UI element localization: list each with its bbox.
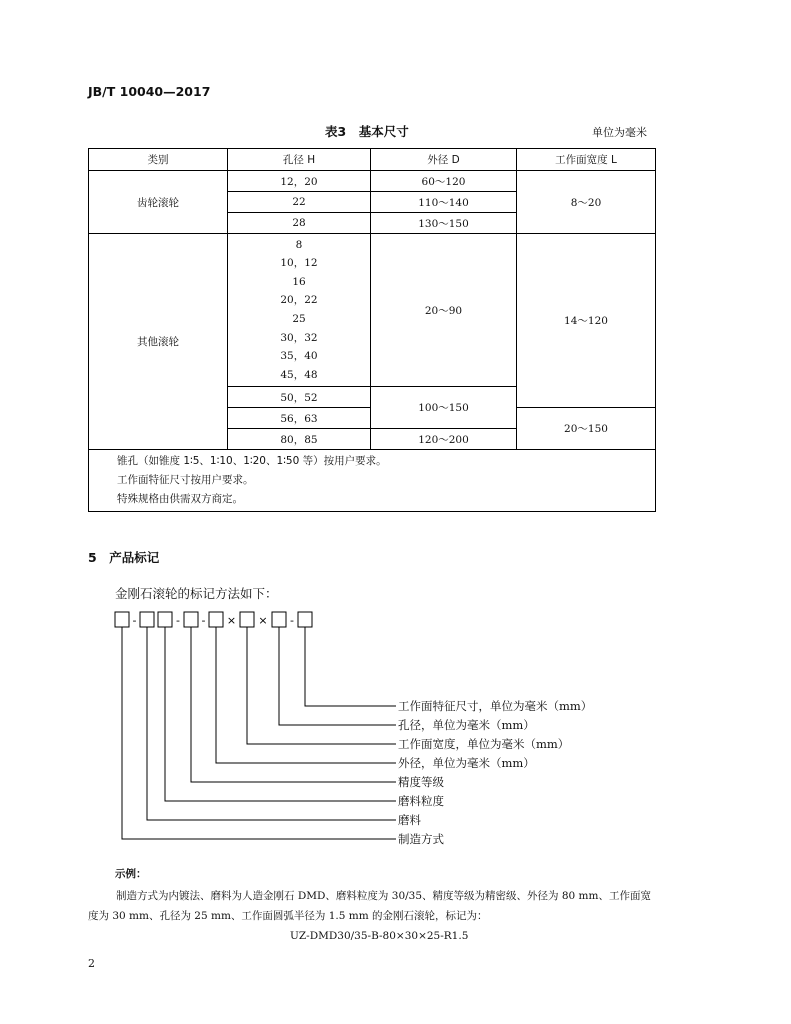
width-cell: 14～120 — [517, 234, 656, 408]
table-unit: 单位为毫米 — [592, 126, 647, 139]
leader-line — [216, 627, 396, 763]
header-width: 工作面宽度 L — [517, 149, 656, 171]
separator: - — [132, 614, 137, 627]
box-grit-size — [158, 612, 172, 627]
outer-cell: 120～200 — [371, 429, 517, 450]
outer-cell: 100～150 — [371, 387, 517, 429]
hole-value: 35，40 — [280, 350, 318, 363]
box-outer-diameter — [209, 612, 223, 627]
outer-cell: 110～140 — [371, 192, 517, 213]
header-outer-diameter: 外径 D — [371, 149, 517, 171]
document-code: JB/T 10040—2017 — [88, 84, 211, 99]
hole-cell: 12，20 — [228, 171, 371, 192]
outer-cell: 130～150 — [371, 213, 517, 234]
label-abrasive: 磨料 — [398, 813, 421, 827]
outer-cell: 20～90 — [371, 234, 517, 387]
marking-intro: 金刚石滚轮的标记方法如下： — [115, 586, 278, 601]
note-line: 特殊规格由供需双方商定。 — [117, 493, 243, 505]
hole-value: 30，32 — [280, 331, 318, 344]
label-outer-diameter: 外径，单位为毫米（mm） — [398, 756, 535, 770]
header-hole-diameter: 孔径 H — [228, 149, 371, 171]
hole-value: 20，22 — [280, 294, 318, 307]
separator: - — [176, 614, 180, 627]
label-feature-size: 工作面特征尺寸，单位为毫米（mm） — [398, 699, 593, 713]
width-cell: 20～150 — [517, 408, 656, 450]
separator: × — [258, 614, 268, 627]
page-number: 2 — [88, 957, 95, 970]
leader-line — [122, 627, 396, 839]
category-other-roller: 其他滚轮 — [89, 234, 228, 450]
hole-value: 16 — [292, 275, 306, 288]
example-text: 制造方式为内镀法、磨料为人造金刚石 DMD、磨料粒度为 30/35、精度等级为精密级、外径为 80 mm、工作面宽度为 30 mm、孔径为 25 mm、工作面圆弧半径为 1.5 mm 的金刚石滚轮，标记为： — [88, 890, 651, 922]
box-width — [240, 612, 254, 627]
label-hole-diameter: 孔径，单位为毫米（mm） — [398, 718, 535, 732]
hole-cell: 50，52 — [228, 387, 371, 408]
table-title: 表3 基本尺寸 — [325, 124, 409, 139]
hole-cell: 22 — [228, 192, 371, 213]
note-line: 锥孔（如锥度 1∶5、1∶10、1∶20、1∶50 等）按用户要求。 — [117, 455, 387, 467]
leader-line — [191, 627, 396, 782]
hole-cell: 56，63 — [228, 408, 371, 429]
label-manufacturing-method: 制造方式 — [398, 832, 444, 846]
label-accuracy-grade: 精度等级 — [398, 775, 444, 789]
category-gear-roller: 齿轮滚轮 — [89, 171, 228, 234]
separator: - — [290, 614, 294, 627]
hole-value: 8 — [295, 238, 303, 251]
example-marking-code: UZ-DMD30/35-B-80×30×25-R1.5 — [290, 930, 469, 942]
header-category: 类别 — [89, 149, 228, 171]
leader-line — [147, 627, 396, 820]
leader-line — [165, 627, 396, 801]
box-accuracy-grade — [184, 612, 198, 627]
leader-line — [247, 627, 396, 744]
leader-line — [305, 627, 396, 706]
example-heading: 示例： — [115, 868, 147, 880]
label-grit-size: 磨料粒度 — [398, 794, 444, 808]
box-hole-diameter — [272, 612, 286, 627]
leader-line — [279, 627, 396, 725]
hole-value: 25 — [292, 313, 306, 325]
label-width: 工作面宽度，单位为毫米（mm） — [398, 737, 570, 751]
hole-value: 10，12 — [280, 257, 318, 270]
outer-cell: 60～120 — [371, 171, 517, 192]
hole-cell: 28 — [228, 213, 371, 234]
box-manufacturing-method — [115, 612, 129, 627]
separator: × — [226, 614, 237, 627]
hole-value: 45，48 — [280, 368, 318, 381]
width-cell: 8～20 — [517, 171, 656, 234]
box-abrasive — [140, 612, 154, 627]
hole-cell: 80，85 — [228, 429, 371, 450]
box-feature-size — [298, 612, 312, 627]
note-line: 工作面特征尺寸按用户要求。 — [117, 474, 254, 486]
separator: - — [201, 614, 206, 627]
section-title: 5 产品标记 — [88, 550, 160, 565]
